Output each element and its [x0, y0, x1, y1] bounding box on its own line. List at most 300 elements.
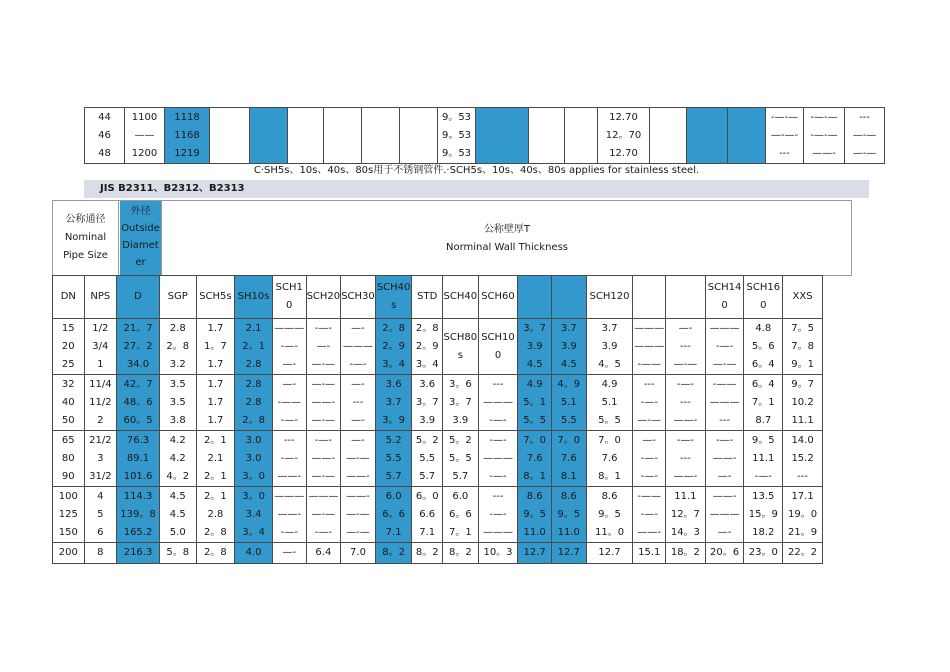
- cell-value: —-—: [346, 452, 370, 464]
- table-cell: [666, 375, 706, 431]
- cell-value: 2.1: [207, 452, 224, 464]
- column-header-sch40: SCH40: [443, 276, 479, 319]
- cell-value: -—-: [280, 526, 298, 538]
- cell-value: 3: [97, 452, 104, 464]
- cell-value: ——-: [712, 490, 737, 502]
- table-cell: [633, 319, 666, 375]
- cell-value: 3。0: [242, 490, 265, 502]
- cell-value: -—-: [640, 396, 658, 408]
- cell-value: ---: [492, 490, 504, 502]
- cell-value: —-: [351, 414, 365, 426]
- cell-value: 7。8: [791, 340, 814, 352]
- table-cell: [633, 431, 666, 487]
- table-cell: [783, 431, 823, 487]
- cell-value: 5.0: [169, 526, 186, 538]
- cell-value: ---: [679, 452, 691, 464]
- table-cell: [744, 543, 783, 564]
- column-header-sch40s: SCH40s: [375, 276, 412, 319]
- cell-value: 7.6: [560, 452, 577, 464]
- wall-cn-label: 公称壁厚T: [483, 224, 531, 235]
- cell-value: ———: [483, 396, 513, 408]
- cell-value: 5。5: [448, 452, 472, 464]
- cell-value: 3.6: [385, 378, 402, 390]
- cell-value: SCH80s: [443, 331, 478, 361]
- cell-value: 6.6: [419, 508, 436, 520]
- cell-value: -—-: [640, 470, 658, 482]
- table-cell: [443, 543, 479, 564]
- cell-value: ———: [342, 340, 373, 352]
- cell-value: 2。1: [204, 470, 227, 482]
- table-cell: [744, 375, 783, 431]
- cell-value: -—-: [715, 340, 734, 352]
- cell-value: 4.2: [169, 434, 186, 446]
- cell-value: 15。9: [748, 508, 778, 520]
- cell-value: —-: [351, 378, 365, 390]
- cell-value: 3。0: [242, 470, 265, 482]
- cell-value: 6.4: [315, 547, 332, 558]
- cell-value: 101.6: [123, 470, 153, 482]
- cell-value: 6。6: [382, 508, 405, 520]
- table-cell: [478, 543, 518, 564]
- table-cell: [666, 431, 706, 487]
- cell-value: 5: [97, 508, 104, 520]
- cell-value: ---: [492, 378, 504, 390]
- cell-value: 40: [61, 396, 75, 408]
- cell-value: 9。5: [598, 508, 621, 520]
- top-pipe-table: [84, 107, 885, 164]
- cell-value: 3.9: [452, 414, 469, 426]
- table-cell: [117, 319, 160, 375]
- cell-value: 3.8: [169, 414, 186, 426]
- cell-value: 5.5: [385, 452, 402, 464]
- cell-value: ———: [274, 322, 305, 334]
- cell-value: —-: [717, 470, 732, 482]
- cell-value: -—-: [489, 470, 507, 482]
- cell-value: ———: [308, 490, 339, 502]
- cell-value: 2.8: [169, 322, 186, 334]
- cell-value: -—-: [715, 434, 734, 446]
- table-row: [53, 375, 823, 431]
- column-header-sch30: SCH30: [341, 276, 376, 319]
- cell-value: 1.7: [207, 358, 224, 370]
- cell-value: 4。2: [166, 470, 190, 482]
- cell-value: ——-: [277, 508, 302, 520]
- table-cell: [551, 543, 586, 564]
- cell-value: 2.8: [245, 358, 262, 370]
- cell-value: -—-: [489, 434, 507, 446]
- table-cell: [666, 543, 706, 564]
- cell-value: 42。7: [123, 378, 153, 390]
- top-d-values: 1118 1168 1219: [174, 111, 200, 159]
- table-cell: [341, 375, 376, 431]
- cell-value: 2.8: [245, 378, 262, 390]
- nominal-cn-label: 公称通径: [65, 214, 106, 225]
- cell-value: 15.1: [638, 547, 661, 558]
- top-empty-cell: [565, 108, 598, 164]
- od-en-label-3: er: [135, 257, 146, 268]
- top-empty-cell: [529, 108, 565, 164]
- cell-value: -——: [637, 490, 662, 502]
- cell-value: 8。1: [523, 470, 547, 482]
- table-cell: [306, 319, 341, 375]
- cell-value: 9。5: [557, 508, 581, 520]
- table-cell: [272, 375, 306, 431]
- cell-value: ——-: [712, 452, 737, 464]
- cell-value: —-: [642, 434, 657, 446]
- cell-value: 12.7: [523, 547, 546, 558]
- table-cell: [341, 487, 376, 543]
- table-row: [53, 319, 823, 375]
- cell-value: -—-: [280, 414, 298, 426]
- table-cell: [159, 319, 196, 375]
- cell-value: 6。0: [415, 490, 439, 502]
- cell-value: 5.5: [419, 452, 436, 464]
- cell-value: —-: [282, 547, 297, 558]
- table-header-box: [52, 200, 852, 276]
- cell-value: 18.2: [752, 526, 775, 538]
- cell-value: 34.0: [126, 358, 150, 370]
- cell-value: 21/2: [89, 434, 112, 446]
- table-cell: [412, 543, 443, 564]
- column-header-sch60: SCH60: [478, 276, 518, 319]
- jis-title: JIS B2311、B2312、B2313: [100, 183, 245, 194]
- cell-value: —-—: [346, 526, 370, 538]
- table-cell: [53, 375, 85, 431]
- table-cell: [235, 431, 273, 487]
- cell-value: 80: [61, 452, 75, 464]
- table-row: [53, 487, 823, 543]
- table-cell: [666, 319, 706, 375]
- cell-value: 25: [61, 358, 75, 370]
- cell-value: 1.7: [207, 414, 224, 426]
- cell-value: SCH100: [481, 331, 515, 361]
- cell-value: 3。6: [448, 378, 472, 390]
- cell-value: 4.9: [526, 378, 543, 390]
- column-header-dn: DN: [53, 276, 85, 319]
- column-header-sgp: SGP: [159, 276, 196, 319]
- cell-value: 1.7: [207, 378, 224, 390]
- table-row: [53, 543, 823, 564]
- cell-value: 5.1: [601, 396, 618, 408]
- cell-value: 11.0: [557, 526, 580, 538]
- table-cell: [375, 319, 412, 375]
- cell-value: ———: [634, 322, 665, 334]
- top-highlight-cell: [687, 108, 728, 164]
- cell-value: 8.6: [601, 490, 618, 502]
- cell-value: 4.2: [169, 452, 186, 464]
- cell-value: —-—: [637, 414, 662, 426]
- cell-value: ---: [797, 470, 808, 482]
- cell-value: ———: [709, 396, 740, 408]
- cell-value: ——-: [311, 396, 336, 408]
- cell-value: 19。0: [788, 508, 818, 520]
- top-sch40s-values: 9。53 9。53 9。53: [441, 111, 472, 159]
- table-cell: [783, 319, 823, 375]
- cell-value: 1.7: [207, 396, 224, 408]
- cell-value: 1.7: [207, 322, 224, 334]
- table-cell: [117, 431, 160, 487]
- table-cell: [235, 487, 273, 543]
- column-header-row: [53, 276, 823, 319]
- cell-value: 18。2: [670, 547, 700, 558]
- table-cell: [84, 487, 117, 543]
- cell-value: —-—: [346, 508, 370, 520]
- cell-value: 3.7: [601, 322, 618, 334]
- cell-value: -——: [277, 396, 302, 408]
- column-header-blank: [666, 276, 706, 319]
- top-empty-cell: [288, 108, 324, 164]
- cell-value: ———: [709, 508, 740, 520]
- nominal-pipe-size-header: [53, 201, 119, 275]
- table-cell: [117, 487, 160, 543]
- cell-value: 3.5: [169, 378, 186, 390]
- column-header-sch140: SCH140: [705, 276, 744, 319]
- table-cell: [272, 487, 306, 543]
- table-cell: [586, 487, 633, 543]
- top-nps-cell: [125, 108, 165, 164]
- cell-value: 3。7: [448, 396, 472, 408]
- cell-value: 6: [97, 526, 104, 538]
- cell-value: ---: [719, 414, 730, 426]
- cell-value: 5。1: [523, 396, 547, 408]
- od-en-label-1: Outside: [121, 223, 160, 234]
- table-cell: [375, 375, 412, 431]
- cell-value: 7。0: [523, 434, 547, 446]
- table-cell: [196, 543, 235, 564]
- cell-value: 4.5: [169, 490, 186, 502]
- cell-value: 7。0: [557, 434, 581, 446]
- column-header-sch5s: SCH5s: [196, 276, 235, 319]
- cell-value: —-—: [673, 358, 698, 370]
- nominal-en-label-2: Pipe Size: [63, 250, 108, 261]
- table-cell: [159, 375, 196, 431]
- table-cell: [518, 319, 552, 375]
- nominal-en-label-1: Nominal: [64, 232, 107, 243]
- table-cell: [744, 319, 783, 375]
- table-cell: [705, 543, 744, 564]
- table-cell: [443, 431, 479, 487]
- table-cell: [518, 487, 552, 543]
- cell-value: 2。8: [204, 547, 227, 558]
- table-cell: [159, 543, 196, 564]
- cell-value: 216.3: [123, 547, 153, 558]
- table-cell: [341, 431, 376, 487]
- cell-value: 11.1: [674, 490, 697, 502]
- top-sch120-values: 12.70 12。70 12.70: [605, 111, 642, 159]
- cell-value: 1: [97, 358, 104, 370]
- cell-value: 65: [61, 434, 75, 446]
- cell-value: 31/2: [89, 470, 112, 482]
- cell-value: -—-: [280, 452, 298, 464]
- table-cell: [518, 431, 552, 487]
- cell-value: 4.8: [755, 322, 772, 334]
- table-cell: [586, 375, 633, 431]
- table-cell: [196, 487, 235, 543]
- cell-value: 5.7: [385, 470, 402, 482]
- column-header-d: D: [117, 276, 160, 319]
- cell-value: 3.7: [560, 322, 577, 334]
- cell-value: 7.6: [601, 452, 618, 464]
- cell-value: ——-: [346, 490, 370, 502]
- table-cell: [705, 431, 744, 487]
- table-cell: [666, 487, 706, 543]
- top-sch40s-cell: [438, 108, 476, 164]
- table-cell: [586, 431, 633, 487]
- top-col16-cell: [804, 108, 845, 164]
- cell-value: ——-: [673, 414, 698, 426]
- cell-value: 4.0: [245, 547, 262, 558]
- cell-value: 5。2: [415, 434, 439, 446]
- cell-value: ——-: [346, 470, 370, 482]
- cell-value: -—-: [314, 526, 332, 538]
- top-empty-cell: [324, 108, 362, 164]
- table-cell: [478, 375, 518, 431]
- cell-value: 2。8: [166, 340, 190, 352]
- cell-value: 3.9: [419, 414, 436, 426]
- cell-value: -—-: [280, 340, 298, 352]
- cell-value: 3。7: [415, 396, 439, 408]
- cell-value: ---: [643, 378, 655, 390]
- cell-value: 14。3: [670, 526, 700, 538]
- cell-value: 4.5: [169, 508, 186, 520]
- cell-value: —-—: [712, 358, 737, 370]
- cell-value: -—-: [489, 508, 507, 520]
- table-cell: [412, 319, 443, 375]
- cell-value: 3.9: [560, 340, 577, 352]
- cell-value: -—-: [489, 414, 507, 426]
- cell-value: 2: [97, 414, 104, 426]
- cell-value: 9。7: [791, 378, 814, 390]
- cell-value: 50: [61, 414, 75, 426]
- cell-value: 13.5: [752, 490, 775, 502]
- cell-value: 3。7: [523, 322, 547, 334]
- table-cell: [443, 375, 479, 431]
- cell-value: 2。9: [382, 340, 405, 352]
- cell-value: 7。5: [791, 322, 814, 334]
- table-cell: [744, 431, 783, 487]
- table-cell: [705, 487, 744, 543]
- cell-value: -—-: [676, 434, 694, 446]
- column-header-sh10s: SH10s: [235, 276, 273, 319]
- table-cell: [478, 319, 518, 375]
- cell-value: 7.1: [385, 526, 402, 538]
- cell-value: ———: [483, 452, 513, 464]
- cell-value: 90: [61, 470, 75, 482]
- outside-diameter-header: [120, 201, 162, 275]
- table-cell: [478, 487, 518, 543]
- cell-value: ---: [352, 396, 364, 408]
- table-cell: [196, 431, 235, 487]
- cell-value: 7.1: [419, 526, 436, 538]
- cell-value: 11.0: [523, 526, 546, 538]
- cell-value: 4.5: [526, 358, 543, 370]
- top-nps-values: 1100 —— 1200: [131, 111, 158, 159]
- cell-value: 8。2: [415, 547, 439, 558]
- top-empty-cell: [650, 108, 687, 164]
- cell-value: 3.0: [245, 434, 262, 446]
- table-cell: [53, 431, 85, 487]
- cell-value: 12.7: [557, 547, 580, 558]
- table-cell: [306, 431, 341, 487]
- table-cell: [551, 487, 586, 543]
- table-cell: [84, 319, 117, 375]
- cell-value: 6.0: [385, 490, 402, 502]
- table-cell: [551, 431, 586, 487]
- cell-value: ———: [634, 340, 665, 352]
- cell-value: 6。6: [448, 508, 472, 520]
- cell-value: 8: [97, 547, 104, 558]
- table-cell: [443, 319, 479, 375]
- cell-value: 7。1: [448, 526, 472, 538]
- table-cell: [196, 375, 235, 431]
- cell-value: 1。7: [204, 340, 227, 352]
- cell-value: 2。8: [242, 414, 265, 426]
- cell-value: 4。5: [598, 358, 621, 370]
- table-cell: [84, 543, 117, 564]
- cell-value: 89.1: [126, 452, 150, 464]
- cell-value: 2。1: [204, 490, 227, 502]
- cell-value: 4.5: [560, 358, 577, 370]
- cell-value: 12。7: [670, 508, 700, 520]
- table-cell: [272, 431, 306, 487]
- cell-value: -——: [712, 378, 737, 390]
- cell-value: 3.7: [385, 396, 402, 408]
- cell-value: 27。2: [123, 340, 153, 352]
- cell-value: 7.0: [350, 547, 366, 558]
- cell-value: 139。8: [120, 508, 156, 520]
- cell-value: 2。8: [382, 322, 405, 334]
- cell-value: 5.7: [419, 470, 436, 482]
- table-cell: [412, 375, 443, 431]
- table-cell: [518, 543, 552, 564]
- cell-value: 3.0: [245, 452, 262, 464]
- column-header-blank: [518, 276, 552, 319]
- cell-value: -—-: [640, 452, 658, 464]
- table-cell: [412, 487, 443, 543]
- cell-value: 3。4: [382, 358, 405, 370]
- cell-value: 76.3: [126, 434, 150, 446]
- table-cell: [117, 375, 160, 431]
- cell-value: 8。1: [598, 470, 621, 482]
- cell-value: 114.3: [123, 490, 153, 502]
- cell-value: 8.6: [526, 490, 543, 502]
- cell-value: 5。8: [166, 547, 190, 558]
- table-cell: [633, 543, 666, 564]
- wall-en-label: Norminal Wall Thickness: [445, 242, 568, 253]
- cell-value: 3。9: [382, 414, 405, 426]
- column-header-nps: NPS: [84, 276, 117, 319]
- cell-value: 5.5: [560, 414, 577, 426]
- cell-value: 3.4: [245, 508, 262, 520]
- cell-value: —-—: [311, 358, 336, 370]
- cell-value: 5。5: [598, 414, 621, 426]
- cell-value: 3.9: [526, 340, 543, 352]
- table-row: [53, 431, 823, 487]
- table-cell: [84, 431, 117, 487]
- cell-value: 3/4: [92, 340, 109, 352]
- column-header-sch120: SCH120: [586, 276, 633, 319]
- table-cell: [551, 375, 586, 431]
- cell-value: 32: [61, 378, 75, 390]
- cell-value: -—-: [676, 378, 694, 390]
- cell-value: 2.8: [207, 508, 224, 520]
- top-empty-cell: [210, 108, 250, 164]
- cell-value: —-: [351, 322, 365, 334]
- top-dn-values: 44 46 48: [98, 111, 111, 159]
- od-en-label-2: Diamet: [122, 240, 159, 251]
- cell-value: -—-: [314, 322, 332, 334]
- cell-value: 11.1: [791, 414, 814, 426]
